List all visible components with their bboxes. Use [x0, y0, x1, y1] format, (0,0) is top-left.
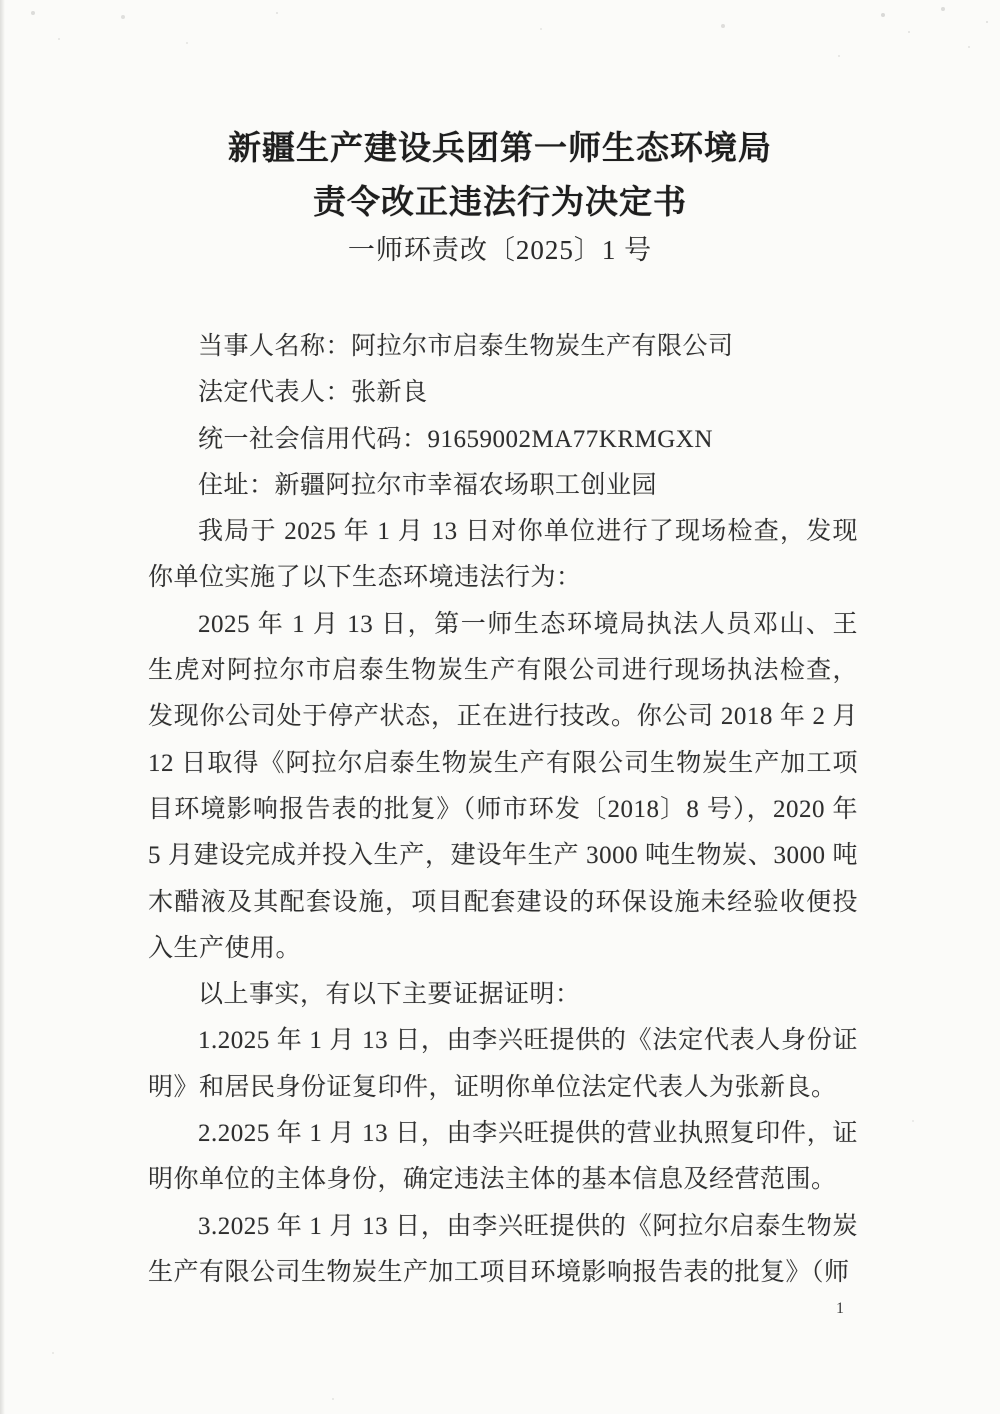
evidence-item-1: 1.2025 年 1 月 13 日，由李兴旺提供的《法定代表人身份证明》和居民身份证复印件，证明你单位法定代表人为张新良。 — [148, 1027, 858, 1101]
document-body — [148, 324, 858, 1296]
document-header — [0, 0, 1000, 270]
document-title-line2: 责令改正违法行为决定书 — [313, 185, 687, 221]
scan-noise-specks — [0, 0, 2, 2]
legal-representative-line: 法定代表人：张新良 — [198, 379, 428, 407]
credit-code-line: 统一社会信用代码：91659002MA77KRMGXN — [198, 425, 713, 453]
evidence-item-3: 3.2025 年 1 月 13 日，由李兴旺提供的《阿拉尔启泰生物炭生产有限公司生物炭生产加工项目环境影响报告表的批复》（师 — [148, 1212, 858, 1286]
party-name-line: 当事人名称：阿拉尔市启泰生物炭生产有限公司 — [198, 333, 734, 360]
document-title-line1: 新疆生产建设兵团第一师生态环境局 — [228, 131, 772, 167]
violation-facts-paragraph: 2025 年 1 月 13 日，第一师生态环境局执法人员邓山、王生虎对阿拉尔市启泰生物炭生产有限公司进行现场执法检查，发现你公司处于停产状态，正在进行技改。你公司 2018 年 2 月 12 日取得《阿拉尔启泰生物炭生产有限公司生物炭生产加工项目环境影响报告表的批复》（师市环发〔2018〕8 号），2020 年 5 月建设完成并投入生产，建设年生产 3000 吨生物炭、3000 吨木醋液及其配套设施，项目配套建设的环保设施未经验收便投入生产使用。 — [148, 610, 858, 962]
page-number: 1 — [836, 1300, 844, 1317]
scan-edge-shadow — [0, 0, 5, 1414]
document-number: 一师环责改〔2025〕1 号 — [347, 235, 653, 265]
inspection-intro-paragraph: 我局于 2025 年 1 月 13 日对你单位进行了现场检查，发现你单位实施了以下生态环境违法行为： — [148, 518, 858, 592]
evidence-item-2: 2.2025 年 1 月 13 日，由李兴旺提供的营业执照复印件，证明你单位的主体身份，确定违法主体的基本信息及经营范围。 — [148, 1120, 858, 1194]
evidence-intro-line: 以上事实，有以下主要证据证明： — [198, 981, 581, 1009]
address-line: 住址：新疆阿拉尔市幸福农场职工创业园 — [198, 471, 658, 499]
